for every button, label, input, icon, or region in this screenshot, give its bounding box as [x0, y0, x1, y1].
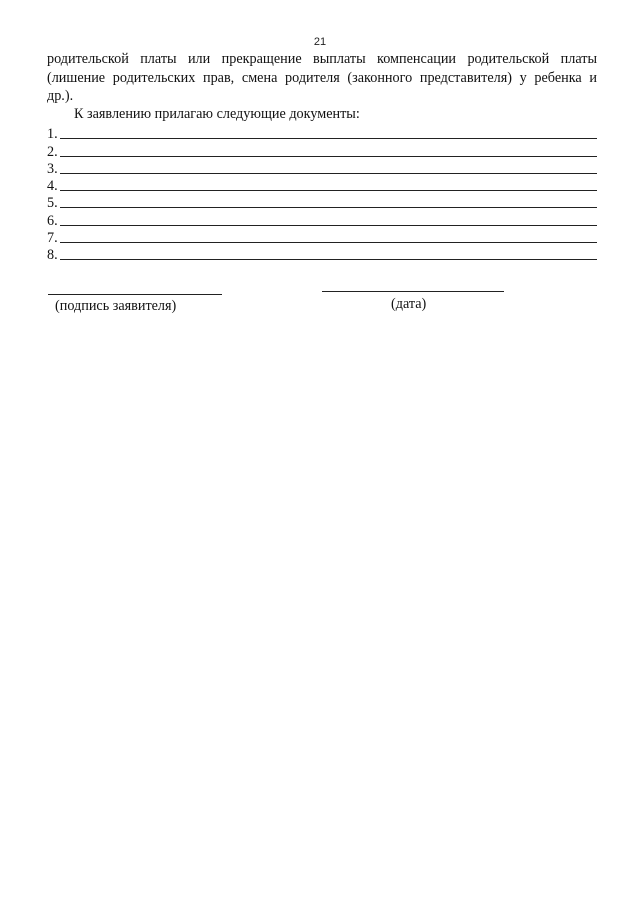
document-item [47, 142, 597, 159]
document-item-number: 6. [47, 212, 58, 229]
document-item [47, 211, 597, 228]
paragraph-line: др.). [47, 88, 74, 104]
document-blank-line [60, 195, 597, 208]
signature-line [48, 294, 222, 295]
document-item [47, 160, 597, 177]
document-item-number: 8. [47, 247, 58, 264]
documents-intro: К заявлению прилагаю следующие документы: [74, 106, 360, 122]
paragraph-continuation [47, 50, 597, 106]
document-item [47, 177, 597, 194]
signature-caption: (подпись заявителя) [55, 298, 177, 314]
document-blank-line [60, 144, 597, 157]
date-line [322, 291, 504, 292]
document-blank-line [60, 161, 597, 174]
page-number: 21 [313, 36, 327, 48]
document-item-number: 4. [47, 178, 58, 195]
document-blank-line [60, 126, 597, 139]
document-item-number: 1. [47, 126, 58, 143]
document-blank-line [60, 247, 597, 260]
date-caption: (дата) [391, 296, 427, 312]
document-item [47, 125, 597, 142]
document-item [47, 229, 597, 246]
document-item-number: 7. [47, 230, 58, 247]
paragraph-line: родительской платы или прекращение выплаты компенсации родительской платы [47, 51, 597, 67]
document-item [47, 246, 597, 263]
document-item-number: 2. [47, 143, 58, 160]
documents-list [47, 125, 597, 263]
document-item-number: 5. [47, 195, 58, 212]
document-blank-line [60, 178, 597, 191]
document-item-number: 3. [47, 160, 58, 177]
document-item [47, 194, 597, 211]
paragraph-line: (лишение родительских прав, смена родителя (законного представителя) у ребенка и [47, 69, 597, 86]
document-blank-line [60, 230, 597, 243]
document-blank-line [60, 213, 597, 226]
